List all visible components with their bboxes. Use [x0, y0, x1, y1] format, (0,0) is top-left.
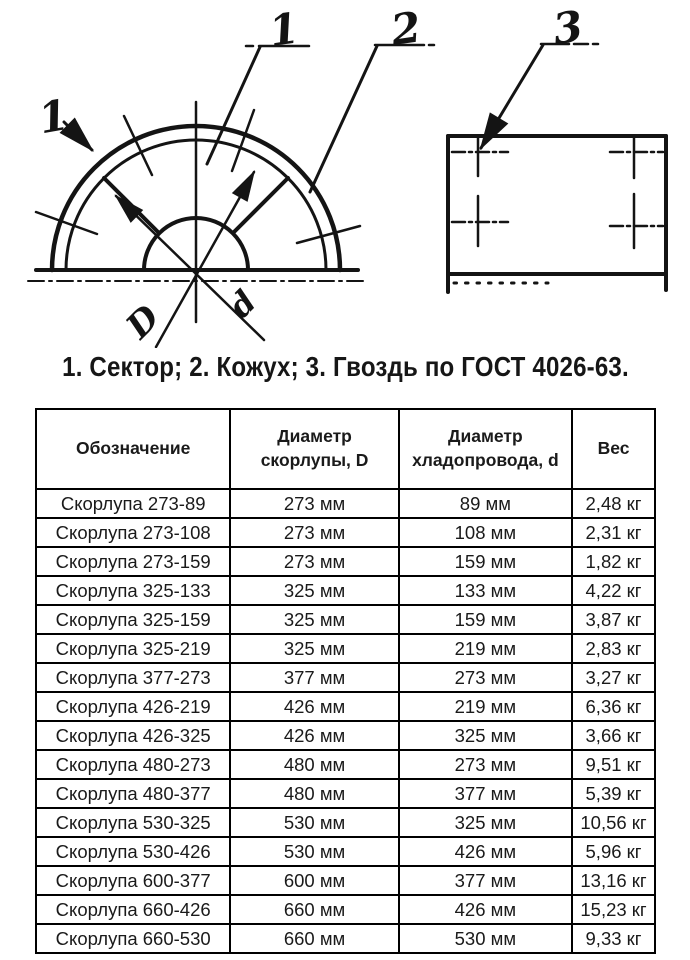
table-cell: Скорлупа 660-426 [36, 895, 230, 924]
table-cell: 325 мм [230, 576, 398, 605]
table-cell: 1,82 кг [572, 547, 655, 576]
table-cell: 2,83 кг [572, 634, 655, 663]
table-row [36, 721, 655, 750]
table-row [36, 866, 655, 895]
nail-mark-mid-left [452, 196, 508, 246]
table-cell: 426 мм [230, 692, 398, 721]
table-cell: Скорлупа 426-219 [36, 692, 230, 721]
table-cell: 530 мм [230, 837, 398, 866]
table-cell: 480 мм [230, 779, 398, 808]
table-cell: 377 мм [399, 779, 572, 808]
callout-3-leader [481, 45, 543, 148]
sector-joint-left [104, 178, 159, 233]
col-header-weight: Вес [572, 409, 655, 489]
table-cell: 273 мм [399, 750, 572, 779]
dim-label-D: D [118, 297, 168, 347]
table-row [36, 634, 655, 663]
table-cell: 480 мм [230, 750, 398, 779]
table-cell: 219 мм [399, 634, 572, 663]
figure-caption-text: 1. Сектор; 2. Кожух; 3. Гвоздь по ГОСТ 4026-63. [61, 351, 629, 382]
table-cell: 325 мм [230, 634, 398, 663]
table-cell: 530 мм [399, 924, 572, 953]
table-cell: 108 мм [399, 518, 572, 547]
table-cell: 13,16 кг [572, 866, 655, 895]
table-cell: 4,22 кг [572, 576, 655, 605]
table-cell: 2,48 кг [572, 489, 655, 518]
tick-right-low [297, 226, 360, 243]
nail-mark-top-right [610, 138, 663, 178]
table-cell: Скорлупа 325-133 [36, 576, 230, 605]
table-cell: 426 мм [399, 895, 572, 924]
table-cell: 600 мм [230, 866, 398, 895]
col-header-designation: Обозначение [36, 409, 230, 489]
table-cell: 377 мм [230, 663, 398, 692]
table-row [36, 895, 655, 924]
table-row [36, 692, 655, 721]
table-cell: 325 мм [399, 721, 572, 750]
table-cell: 3,66 кг [572, 721, 655, 750]
table-row [36, 808, 655, 837]
callout-3-label: 3 [550, 1, 586, 54]
table-row [36, 663, 655, 692]
table-cell: Скорлупа 377-273 [36, 663, 230, 692]
table-cell: 273 мм [230, 518, 398, 547]
table-cell: 219 мм [399, 692, 572, 721]
table-cell: Скорлупа 426-325 [36, 721, 230, 750]
table-cell: Скорлупа 660-530 [36, 924, 230, 953]
table-cell: Скорлупа 530-325 [36, 808, 230, 837]
technical-drawing [0, 0, 690, 348]
table-cell: Скорлупа 530-426 [36, 837, 230, 866]
table-cell: Скорлупа 273-89 [36, 489, 230, 518]
table-cell: Скорлупа 600-377 [36, 866, 230, 895]
table-cell: 2,31 кг [572, 518, 655, 547]
table-cell: 660 мм [230, 924, 398, 953]
dim-line-D [156, 172, 254, 347]
shells-table-head [36, 409, 655, 489]
table-cell: 530 мм [230, 808, 398, 837]
tick-right-high [232, 110, 254, 171]
shells-spec-table [35, 408, 656, 954]
table-cell: Скорлупа 325-159 [36, 605, 230, 634]
table-cell: 133 мм [399, 576, 572, 605]
sector-joint-right [233, 178, 288, 233]
table-cell: 273 мм [230, 489, 398, 518]
table-cell: 325 мм [230, 605, 398, 634]
table-cell: 426 мм [399, 837, 572, 866]
table-cell: Скорлупа 273-159 [36, 547, 230, 576]
table-row [36, 605, 655, 634]
table-row [36, 576, 655, 605]
table-cell: 9,33 кг [572, 924, 655, 953]
shells-table-body [36, 489, 655, 953]
callout-2-label: 2 [388, 2, 424, 55]
col-header-pipe-diameter: Диаметр хладопровода, d [399, 409, 572, 489]
table-row [36, 779, 655, 808]
tick-left-low [36, 212, 97, 234]
nail-mark-mid-right [610, 194, 663, 248]
table-cell: 377 мм [399, 866, 572, 895]
nail-mark-top-left [452, 138, 508, 176]
table-cell: 10,56 кг [572, 808, 655, 837]
table-cell: 325 мм [399, 808, 572, 837]
table-cell: 159 мм [399, 605, 572, 634]
table-cell: 6,36 кг [572, 692, 655, 721]
table-cell: Скорлупа 273-108 [36, 518, 230, 547]
table-cell: 159 мм [399, 547, 572, 576]
table-cell: Скорлупа 480-377 [36, 779, 230, 808]
table-row [36, 837, 655, 866]
table-cell: 89 мм [399, 489, 572, 518]
table-row [36, 924, 655, 953]
table-cell: 5,39 кг [572, 779, 655, 808]
table-row [36, 518, 655, 547]
col-header-shell-diameter: Диаметр скорлупы, D [230, 409, 398, 489]
header-row [36, 409, 655, 489]
tick-left-high [124, 116, 152, 175]
casing-view [448, 44, 666, 292]
table-cell: 660 мм [230, 895, 398, 924]
table-cell: 273 мм [399, 663, 572, 692]
table-cell: 9,51 кг [572, 750, 655, 779]
table-cell: Скорлупа 480-273 [36, 750, 230, 779]
table-row [36, 547, 655, 576]
table-cell: 273 мм [230, 547, 398, 576]
dim-label-d: d [220, 282, 264, 326]
callout-1-top-label: 1 [266, 3, 302, 56]
table-cell: Скорлупа 325-219 [36, 634, 230, 663]
table-row [36, 750, 655, 779]
callout-2-leader [310, 46, 377, 192]
table-row [36, 489, 655, 518]
table-cell: 15,23 кг [572, 895, 655, 924]
table-cell: 3,27 кг [572, 663, 655, 692]
table-cell: 426 мм [230, 721, 398, 750]
table-cell: 5,96 кг [572, 837, 655, 866]
callout-1-left-label: 1 [34, 90, 73, 144]
figure-caption [0, 351, 690, 383]
table-cell: 3,87 кг [572, 605, 655, 634]
